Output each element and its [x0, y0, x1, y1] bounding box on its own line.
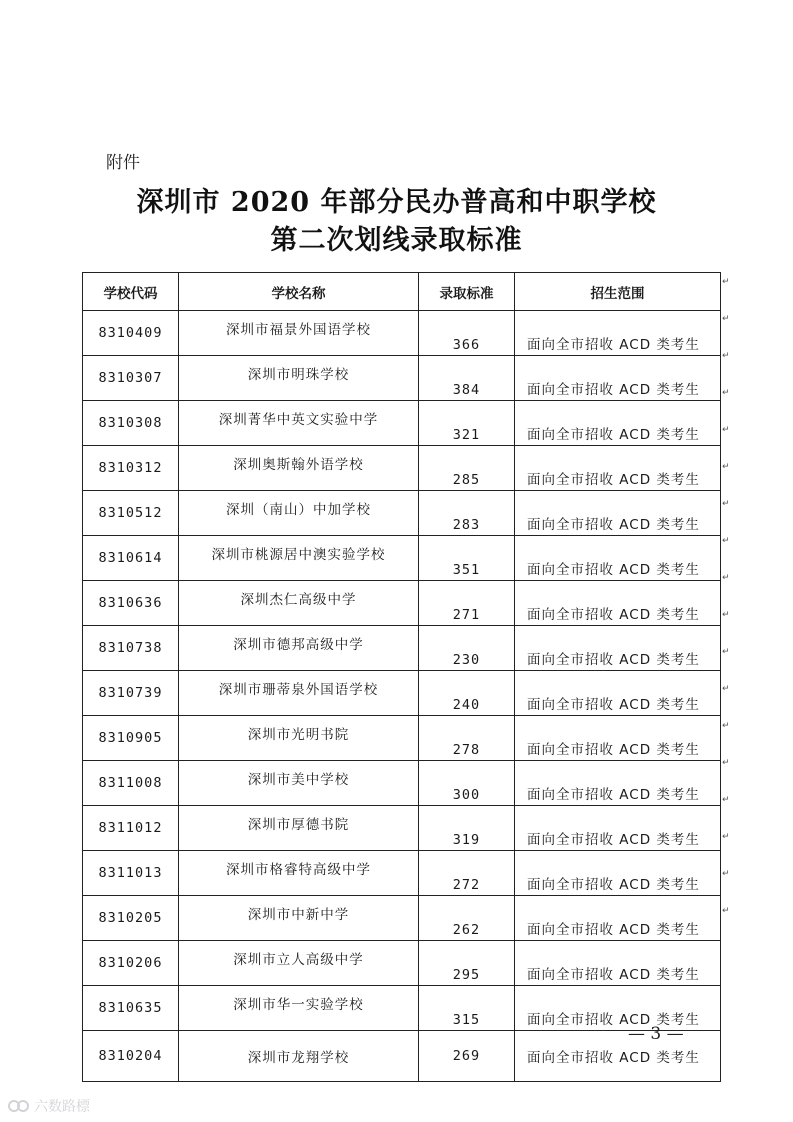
admission-score-cell: 283	[419, 491, 515, 536]
admission-score-cell: 321	[419, 401, 515, 446]
school-code-cell: 8310206	[83, 941, 179, 986]
school-name-cell: 深圳市华一实验学校	[179, 986, 419, 1031]
enrollment-scope-cell: 面向全市招收 ACD 类考生	[515, 401, 721, 446]
row-end-mark-icon: ↵	[722, 462, 730, 472]
document-title-line-1: 深圳市 2020 年部分民办普高和中职学校	[136, 187, 657, 218]
school-code-cell: 8310512	[83, 491, 179, 536]
enrollment-scope-cell: 面向全市招收 ACD 类考生	[515, 311, 721, 356]
header-admission-score: 录取标准	[419, 273, 515, 311]
school-name-cell: 深圳市德邦高级中学	[179, 626, 419, 671]
school-code-cell: 8310307	[83, 356, 179, 401]
school-code-cell: 8310312	[83, 446, 179, 491]
school-name-cell: 深圳市明珠学校	[179, 356, 419, 401]
school-name-cell: 深圳菁华中英文实验中学	[179, 401, 419, 446]
table-row	[83, 986, 721, 1031]
school-code-cell: 8310739	[83, 671, 179, 716]
school-code-cell: 8310409	[83, 311, 179, 356]
admission-score-cell: 351	[419, 536, 515, 581]
enrollment-scope-cell: 面向全市招收 ACD 类考生	[515, 806, 721, 851]
admission-score-cell: 269	[419, 1031, 515, 1082]
school-code-cell: 8311008	[83, 761, 179, 806]
row-end-mark-icon: ↵	[722, 388, 730, 398]
admission-score-cell: 366	[419, 311, 515, 356]
header-school-name: 学校名称	[179, 273, 419, 311]
row-end-mark-icon: ↵	[722, 277, 730, 287]
school-name-cell: 深圳市福景外国语学校	[179, 311, 419, 356]
admission-score-cell: 271	[419, 581, 515, 626]
table-row	[83, 401, 721, 446]
school-code-cell: 8310205	[83, 896, 179, 941]
enrollment-scope-cell: 面向全市招收 ACD 类考生	[515, 356, 721, 401]
school-code-cell: 8310635	[83, 986, 179, 1031]
header-enrollment-scope: 招生范围	[515, 273, 721, 311]
table-row	[83, 356, 721, 401]
school-name-cell: 深圳市龙翔学校	[179, 1031, 419, 1082]
school-code-cell: 8310614	[83, 536, 179, 581]
row-end-mark-icon: ↵	[722, 314, 730, 324]
enrollment-scope-cell: 面向全市招收 ACD 类考生	[515, 761, 721, 806]
row-end-mark-icon: ↵	[722, 684, 730, 694]
school-code-cell: 8311012	[83, 806, 179, 851]
header-school-code: 学校代码	[83, 273, 179, 311]
attachment-label: 附件	[106, 153, 140, 173]
enrollment-scope-cell: 面向全市招收 ACD 类考生	[515, 1031, 721, 1082]
admission-table	[82, 272, 721, 1082]
admission-score-cell: 262	[419, 896, 515, 941]
school-name-cell: 深圳市美中学校	[179, 761, 419, 806]
table-row	[83, 851, 721, 896]
admission-score-cell: 230	[419, 626, 515, 671]
school-code-cell: 8310636	[83, 581, 179, 626]
admission-score-cell: 285	[419, 446, 515, 491]
table-row	[83, 761, 721, 806]
enrollment-scope-cell: 面向全市招收 ACD 类考生	[515, 896, 721, 941]
table-header-row	[83, 273, 721, 311]
enrollment-scope-cell: 面向全市招收 ACD 类考生	[515, 851, 721, 896]
enrollment-scope-cell: 面向全市招收 ACD 类考生	[515, 986, 721, 1031]
school-name-cell: 深圳市立人高级中学	[179, 941, 419, 986]
school-name-cell: 深圳市桃源居中澳实验学校	[179, 536, 419, 581]
admission-score-cell: 319	[419, 806, 515, 851]
admission-table-container	[82, 272, 720, 1082]
table-row	[83, 536, 721, 581]
row-end-mark-icon: ↵	[722, 499, 730, 509]
table-row	[83, 446, 721, 491]
admission-score-cell: 315	[419, 986, 515, 1031]
table-row	[83, 896, 721, 941]
row-end-mark-icon: ↵	[722, 351, 730, 361]
table-row	[83, 491, 721, 536]
admission-score-cell: 300	[419, 761, 515, 806]
row-end-mark-icon: ↵	[722, 869, 730, 879]
table-row	[83, 626, 721, 671]
document-title-line-2: 第二次划线录取标准	[270, 225, 523, 256]
school-name-cell: 深圳奥斯翰外语学校	[179, 446, 419, 491]
school-name-cell: 深圳杰仁高级中学	[179, 581, 419, 626]
school-code-cell: 8310308	[83, 401, 179, 446]
table-row	[83, 1031, 721, 1082]
watermark-text: 六数路標	[34, 1099, 90, 1115]
enrollment-scope-cell: 面向全市招收 ACD 类考生	[515, 491, 721, 536]
table-row	[83, 716, 721, 761]
school-code-cell: 8310905	[83, 716, 179, 761]
school-code-cell: 8311013	[83, 851, 179, 896]
table-row	[83, 806, 721, 851]
row-end-mark-icon: ↵	[722, 906, 730, 916]
admission-score-cell: 384	[419, 356, 515, 401]
enrollment-scope-cell: 面向全市招收 ACD 类考生	[515, 536, 721, 581]
table-row	[83, 671, 721, 716]
enrollment-scope-cell: 面向全市招收 ACD 类考生	[515, 716, 721, 761]
row-end-mark-icon: ↵	[722, 832, 730, 842]
school-name-cell: 深圳市厚德书院	[179, 806, 419, 851]
school-name-cell: 深圳市光明书院	[179, 716, 419, 761]
school-name-cell: 深圳（南山）中加学校	[179, 491, 419, 536]
watermark	[8, 1096, 90, 1116]
table-row	[83, 581, 721, 626]
row-end-mark-icon: ↵	[722, 425, 730, 435]
table-row	[83, 311, 721, 356]
row-end-mark-icon: ↵	[722, 647, 730, 657]
row-end-mark-icon: ↵	[722, 721, 730, 731]
watermark-logo-icon	[8, 1098, 30, 1114]
admission-score-cell: 278	[419, 716, 515, 761]
enrollment-scope-cell: 面向全市招收 ACD 类考生	[515, 626, 721, 671]
row-end-mark-icon: ↵	[722, 795, 730, 805]
enrollment-scope-cell: 面向全市招收 ACD 类考生	[515, 581, 721, 626]
row-end-mark-icon: ↵	[722, 536, 730, 546]
enrollment-scope-cell: 面向全市招收 ACD 类考生	[515, 671, 721, 716]
enrollment-scope-cell: 面向全市招收 ACD 类考生	[515, 941, 721, 986]
table-row	[83, 941, 721, 986]
school-name-cell: 深圳市格睿特高级中学	[179, 851, 419, 896]
row-end-mark-icon: ↵	[722, 758, 730, 768]
admission-score-cell: 295	[419, 941, 515, 986]
school-code-cell: 8310204	[83, 1031, 179, 1082]
page-number: — 3 —	[628, 1024, 684, 1044]
enrollment-scope-cell: 面向全市招收 ACD 类考生	[515, 446, 721, 491]
school-name-cell: 深圳市中新中学	[179, 896, 419, 941]
school-name-cell: 深圳市珊蒂泉外国语学校	[179, 671, 419, 716]
row-end-mark-icon: ↵	[722, 573, 730, 583]
admission-score-cell: 240	[419, 671, 515, 716]
school-code-cell: 8310738	[83, 626, 179, 671]
admission-score-cell: 272	[419, 851, 515, 896]
row-end-mark-icon: ↵	[722, 610, 730, 620]
